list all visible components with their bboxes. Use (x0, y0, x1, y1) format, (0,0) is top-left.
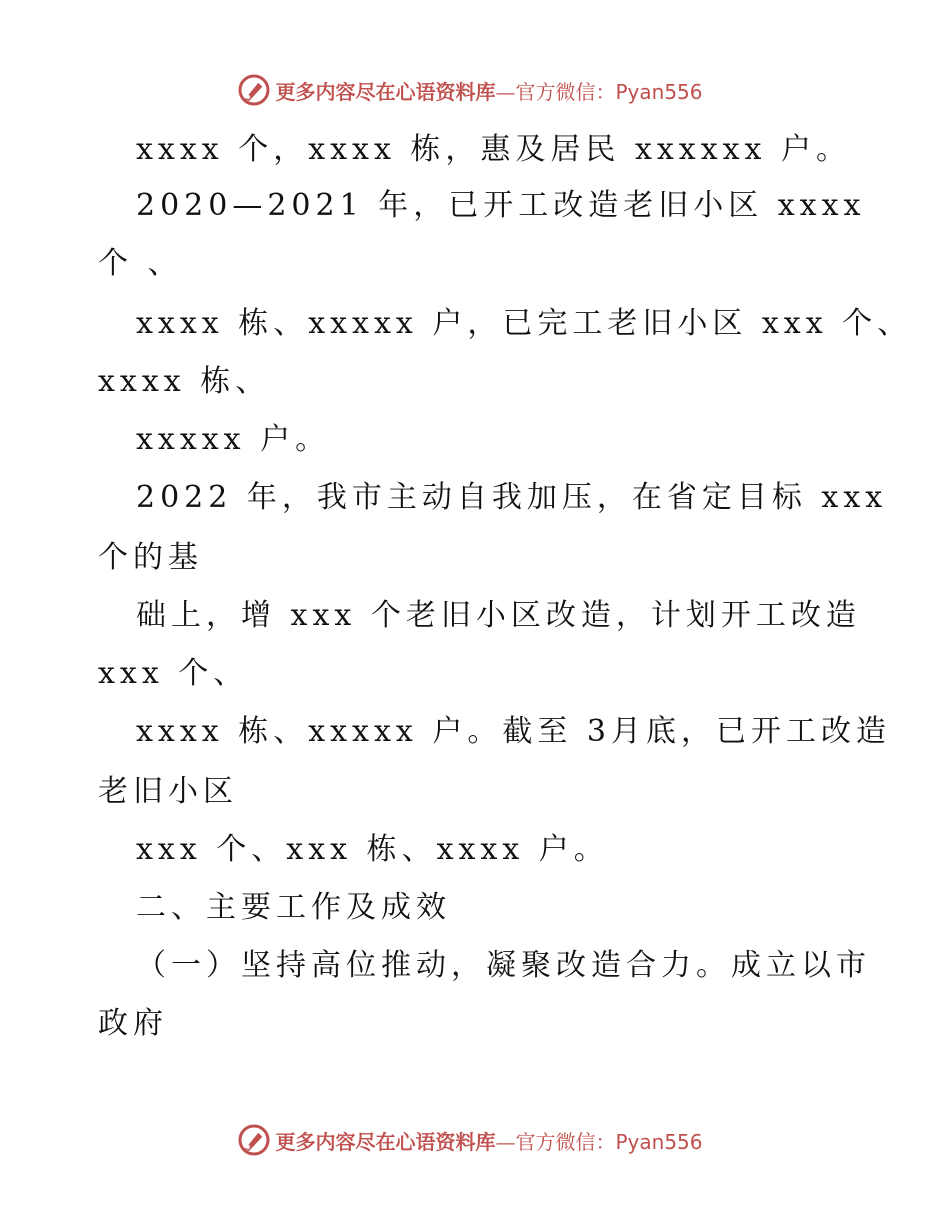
text-line: xxx 个、 (98, 656, 249, 691)
footer-watermark (0, 1120, 950, 1160)
text-line: xxxx 个，xxxx 栋，惠及居民 xxxxxx 户。 (136, 132, 852, 167)
text-line: xxxxx 户。 (136, 422, 331, 457)
section-heading: 二、主要工作及成效 (136, 890, 451, 925)
text-line: 2022 年，我市主动自我加压，在省定目标 xxx (136, 480, 888, 515)
header-watermark (0, 70, 950, 110)
text-line: xxxx 栋、xxxxx 户。截至 3月底，已开工改造 (136, 714, 891, 749)
pen-logo-icon (237, 1123, 271, 1157)
text-line: （一）坚持高位推动，凝聚改造合力。成立以市 (136, 948, 871, 983)
text-line: xxxx 栋、 (98, 364, 271, 399)
text-line: 个 、 (98, 246, 183, 281)
text-line: 个的基 (98, 540, 203, 575)
text-line: 政府 (98, 1006, 168, 1041)
watermark-text: 更多内容尽在心语资料库—官方微信：Pyan556 (275, 1129, 703, 1154)
text-line: xxxx 栋、xxxxx 户，已完工老旧小区 xxx 个、 (136, 306, 913, 341)
text-line: 2020—2021 年，已开工改造老旧小区 xxxx (136, 188, 866, 223)
text-line: 础上，增 xxx 个老旧小区改造，计划开工改造 (136, 598, 861, 633)
text-line: 老旧小区 (98, 774, 238, 809)
pen-logo-icon (237, 73, 271, 107)
text-line: xxx 个、xxx 栋、xxxx 户。 (136, 832, 609, 867)
watermark-text: 更多内容尽在心语资料库—官方微信：Pyan556 (275, 79, 703, 104)
